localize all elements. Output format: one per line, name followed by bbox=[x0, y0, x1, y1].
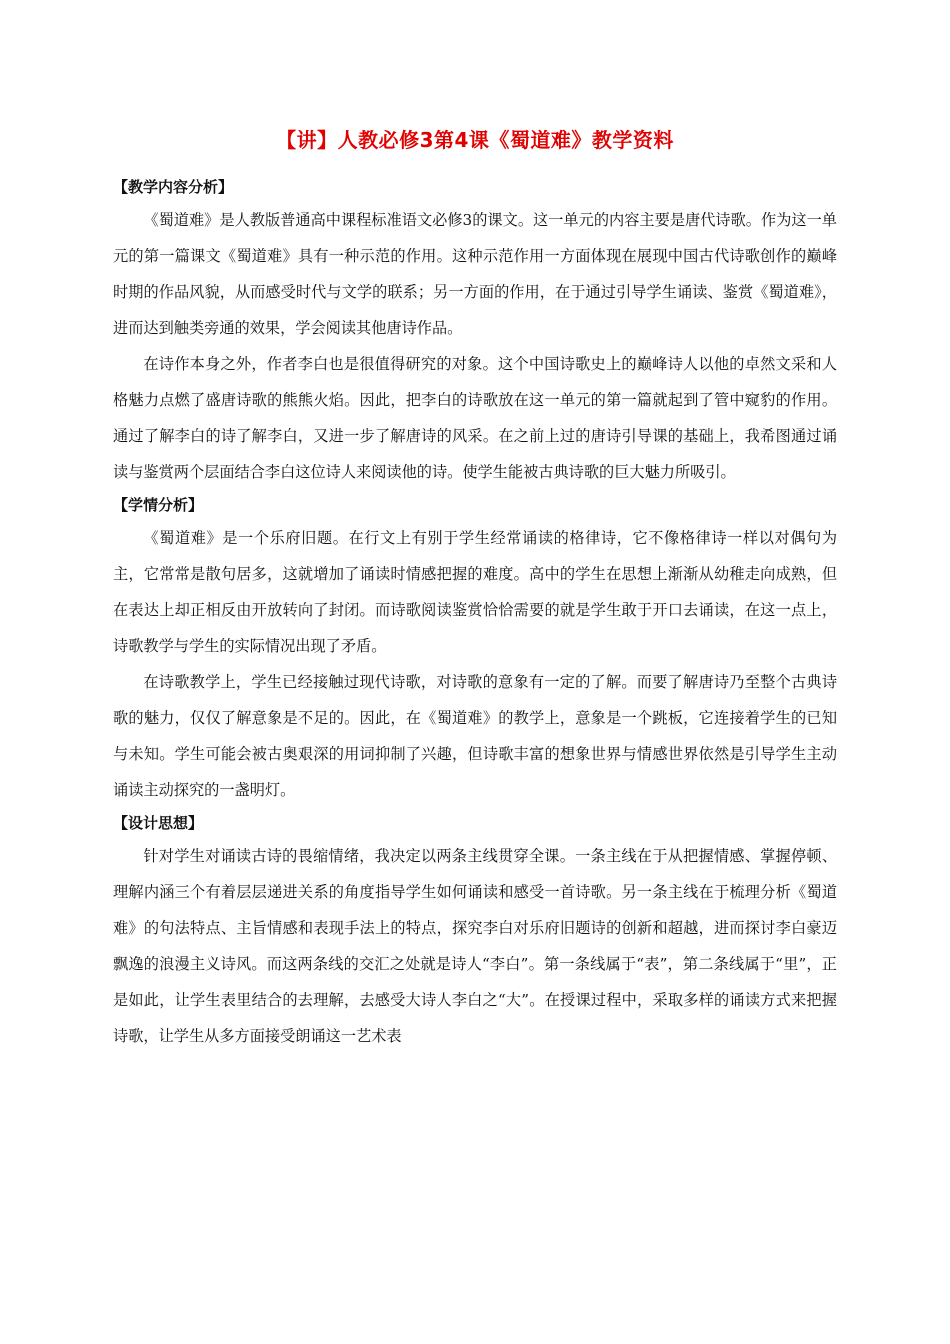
section-heading: 【教学内容分析】 bbox=[113, 178, 234, 196]
document-body bbox=[113, 172, 837, 1054]
paragraph: 《蜀道难》是人教版普通高中课程标准语文必修3的课文。这一单元的内容主要是唐代诗歌。作为这一单元的第一篇课文《蜀道难》具有一种示范的作用。这种示范作用一方面体现在展现中国古代诗歌创作的巅峰时期的作品风貌，从而感受时代与文学的联系；另一方面的作用，在于通过引导学生诵读、鉴赏《蜀道难》，进而达到触类旁通的效果，学会阅读其他唐诗作品。 bbox=[113, 211, 837, 337]
section-heading: 【学情分析】 bbox=[113, 496, 204, 514]
document-title: 【讲】人教必修3第4课《蜀道难》教学资料 bbox=[276, 128, 674, 152]
paragraph: 在诗歌教学上，学生已经接触过现代诗歌，对诗歌的意象有一定的了解。而要了解唐诗乃至整个古典诗歌的魅力，仅仅了解意象是不足的。因此，在《蜀道难》的教学上，意象是一个跳板，它连接着学生的已知与未知。学生可能会被古奥艰深的用词抑制了兴趣，但诗歌丰富的想象世界与情感世界依然是引导学生主动诵读主动探究的一盏明灯。 bbox=[113, 673, 837, 799]
section-teaching-content-analysis bbox=[113, 172, 837, 490]
section-design-ideas bbox=[113, 808, 837, 1054]
paragraph: 《蜀道难》是一个乐府旧题。在行文上有别于学生经常诵读的格律诗，它不像格律诗一样以对偶句为主，它常常是散句居多，这就增加了诵读时情感把握的难度。高中的学生在思想上渐渐从幼稚走向成熟，但在表达上却正相反由开放转向了封闭。而诗歌阅读鉴赏恰恰需要的就是学生敢于开口去诵读，在这一点上，诗歌教学与学生的实际情况出现了矛盾。 bbox=[113, 529, 837, 655]
section-student-analysis bbox=[113, 490, 837, 808]
paragraph: 针对学生对诵读古诗的畏缩情绪，我决定以两条主线贯穿全课。一条主线在于从把握情感、掌握停顿、理解内涵三个有着层层递进关系的角度指导学生如何诵读和感受一首诗歌。另一条主线在于梳理分析《蜀道难》的句法特点、主旨情感和表现手法上的特点，探究李白对乐府旧题诗的创新和超越，进而探讨李白豪迈飘逸的浪漫主义诗风。而这两条线的交汇之处就是诗人“李白”。第一条线属于“表”，第二条线属于“里”，正是如此，让学生表里结合的去理解，去感受大诗人李白之“大”。在授课过程中，采取多样的诵读方式来把握诗歌，让学生从多方面接受朗诵这一艺术表 bbox=[113, 847, 837, 1045]
section-heading: 【设计思想】 bbox=[113, 814, 204, 832]
paragraph: 在诗作本身之外，作者李白也是很值得研究的对象。这个中国诗歌史上的巅峰诗人以他的卓然文采和人格魅力点燃了盛唐诗歌的熊熊火焰。因此，把李白的诗歌放在这一单元的第一篇就起到了管中窥豹的作用。通过了解李白的诗了解李白，又进一步了解唐诗的风采。在之前上过的唐诗引导课的基础上，我希图通过诵读与鉴赏两个层面结合李白这位诗人来阅读他的诗。使学生能被古典诗歌的巨大魅力所吸引。 bbox=[113, 355, 837, 481]
